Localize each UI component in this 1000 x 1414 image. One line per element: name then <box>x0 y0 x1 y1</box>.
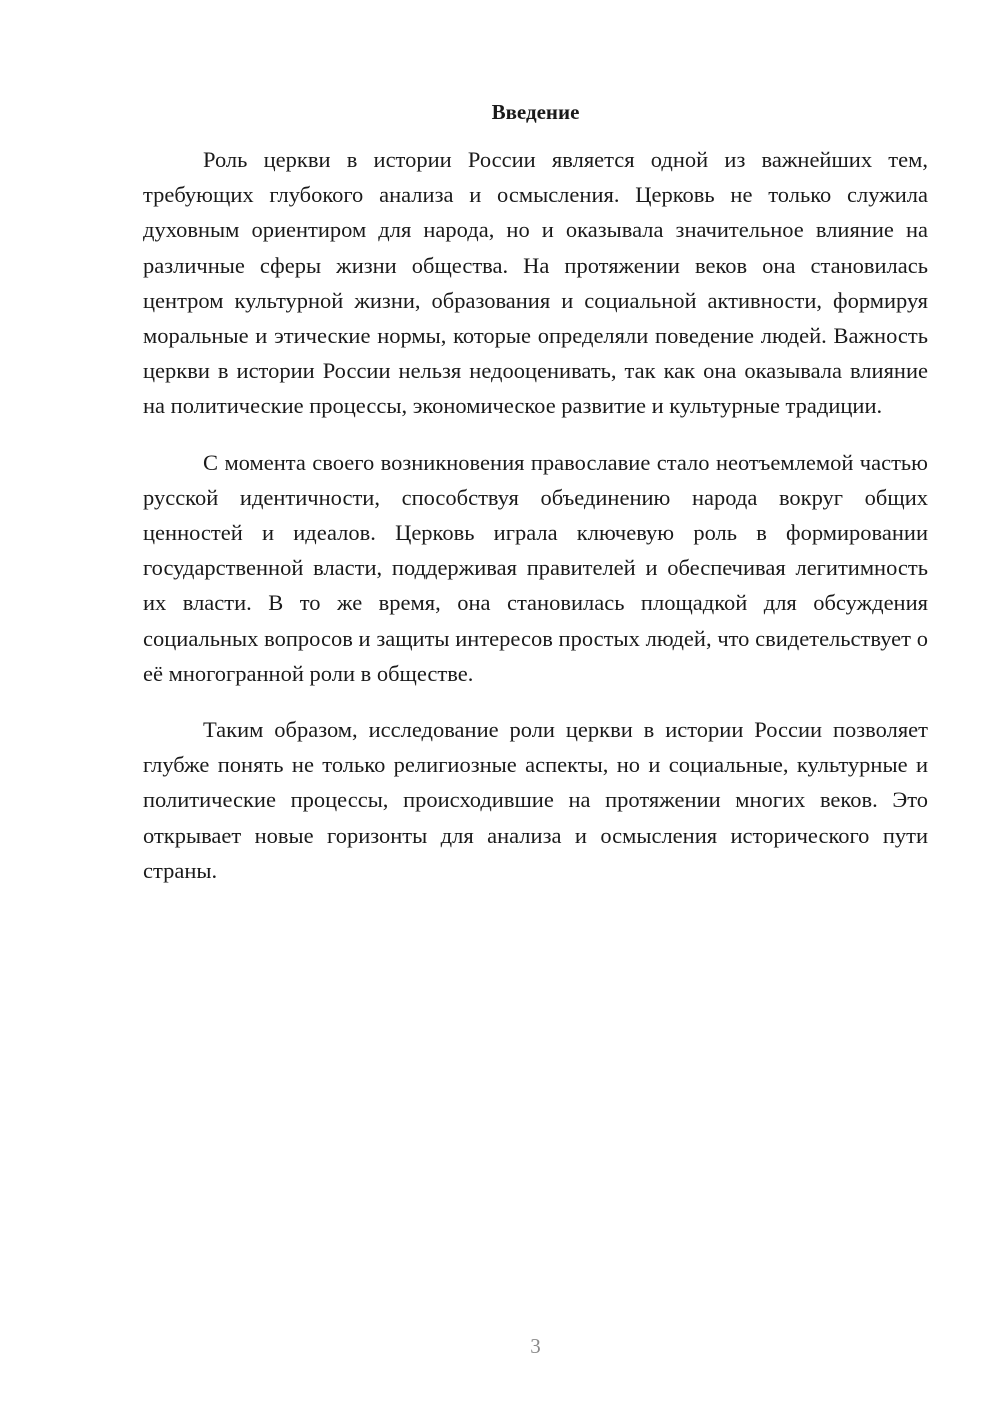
document-body <box>143 142 928 909</box>
paragraph-3: Таким образом, исследование роли церкви в истории России позволяет глубже понять не только религиозные аспекты, но и социальные, культурные и политические процессы, происходившие на протяжении многих веков. Это открывает новые горизонты для анализа и осмысления исторического пути страны. <box>143 717 928 883</box>
paragraph-2: С момента своего возникновения православие стало неотъемлемой частью русской идентичности, способствуя объединению народа вокруг общих ценностей и идеалов. Церковь играла ключевую роль в формировании государственной власти, поддерживая правителей и обеспечивая легитимность их власти. В то же время, она становилась площадкой для обсуждения социальных вопросов и защиты интересов простых людей, что свидетельствует о её многогранной роли в обществе. <box>143 449 928 686</box>
paragraph-1: Роль церкви в истории России является одной из важнейших тем, требующих глубокого анализа и осмысления. Церковь не только служила духовным ориентиром для народа, но и оказывала значительное влияние на различные сферы жизни общества. На протяжении веков она становилась центром культурной жизни, образования и социальной активности, формируя моральные и этические нормы, которые определяли поведение людей. Важность церкви в истории России нельзя недооценивать, так как она оказывала влияние на политические процессы, экономическое развитие и культурные традиции. <box>143 147 928 419</box>
page-number: 3 <box>530 1334 541 1358</box>
section-heading: Введение <box>491 100 580 124</box>
